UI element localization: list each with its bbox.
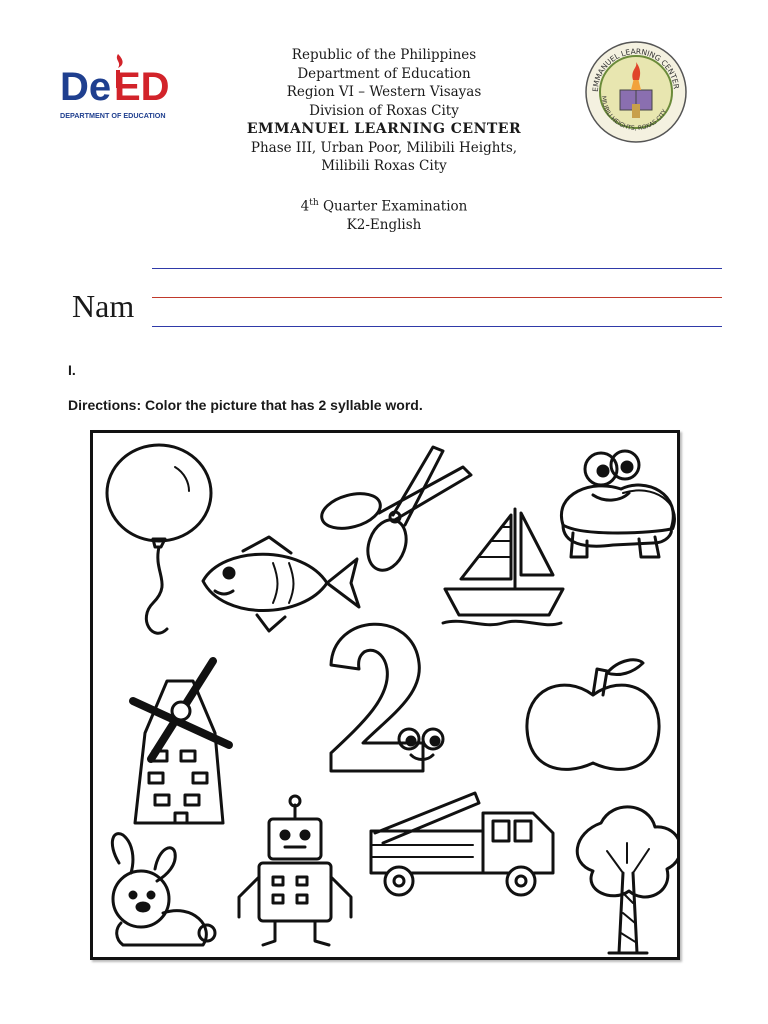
balloon-icon[interactable] [107, 445, 211, 633]
deped-subtitle: DEPARTMENT OF EDUCATION [60, 111, 166, 120]
svg-text:MILIBILI HEIGHTS, ROXAS CITY: MILIBILI HEIGHTS, ROXAS CITY [599, 95, 669, 133]
scissors-icon[interactable] [318, 447, 471, 576]
directions-text: Directions: Color the picture that has 2 syllable word. [68, 397, 423, 413]
subject-title: K2-English [346, 216, 422, 233]
robot-icon[interactable] [239, 796, 351, 945]
header-line: Division of Roxas City [309, 102, 459, 119]
fire-truck-icon[interactable] [371, 793, 553, 895]
address-line: Phase III, Urban Poor, Milibili Heights, [250, 139, 518, 156]
number-two-icon[interactable] [331, 624, 443, 771]
fish-icon[interactable] [203, 537, 359, 631]
school-seal-logo [584, 40, 688, 144]
svg-text:De: De [60, 65, 112, 109]
sailboat-icon[interactable] [443, 509, 563, 625]
section-number: I. [68, 362, 76, 378]
apple-icon[interactable] [527, 660, 659, 770]
turtle-icon[interactable] [561, 451, 675, 557]
top-guide-line [152, 268, 722, 269]
name-input-line[interactable] [152, 326, 722, 327]
windmill-icon[interactable] [133, 661, 229, 823]
header-line: Region VI – Western Visayas [286, 84, 482, 100]
header-line: Republic of the Philippines [291, 47, 477, 63]
exam-title: 4th Quarter Examination [300, 197, 468, 214]
document-header [200, 46, 568, 234]
middle-guide-line [152, 297, 722, 298]
address-line: Milibili Roxas City [321, 158, 447, 174]
school-name: EMMANUEL LEARNING CENTER [246, 121, 522, 137]
coloring-picture[interactable] [90, 430, 680, 960]
deped-logo [56, 48, 196, 128]
bunny-icon[interactable] [112, 834, 215, 945]
svg-text:EMMANUEL LEARNING CENTER: EMMANUEL LEARNING CENTER [590, 46, 681, 93]
name-label: Nam [72, 288, 135, 324]
svg-text:ED: ED [114, 65, 170, 109]
header-line: Department of Education [297, 65, 471, 82]
tree-icon[interactable] [577, 807, 677, 953]
